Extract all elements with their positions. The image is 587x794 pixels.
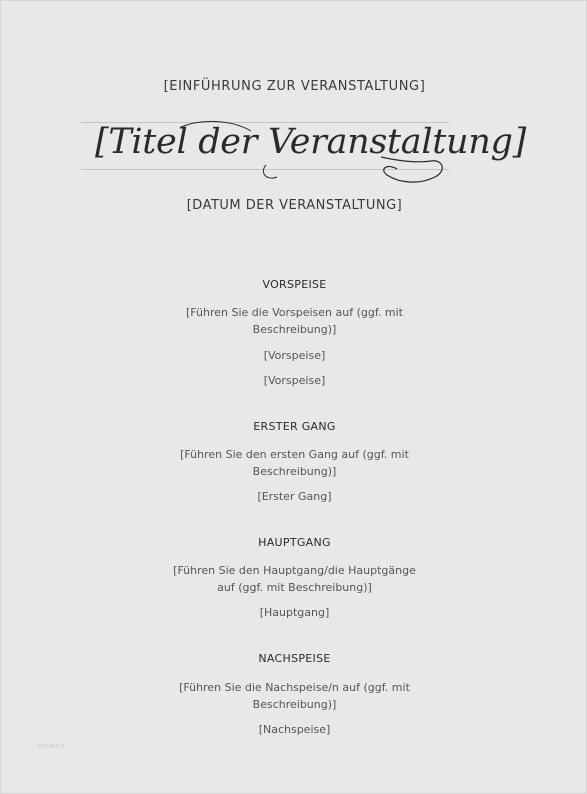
event-title-block: [81, 111, 526, 191]
course-heading-hauptgang: HAUPTGANG: [258, 536, 331, 549]
course-item-nachspeise: [Nachspeise]: [258, 723, 331, 736]
course-item-erster-gang: [Erster Gang]: [257, 490, 332, 503]
course-description-line: [Führen Sie den Hauptgang/die Hauptgänge: [173, 564, 416, 577]
event-introduction: [EINFÜHRUNG ZUR VERANSTALTUNG]: [163, 79, 426, 94]
course-heading-nachspeise: NACHSPEISE: [258, 652, 331, 665]
watermark-text: repweb: [37, 742, 65, 750]
course-description-line: Beschreibung)]: [252, 465, 337, 478]
course-description-line: [Führen Sie die Vorspeisen auf (ggf. mit: [186, 306, 403, 319]
course-description-line: auf (ggf. mit Beschreibung)]: [217, 581, 372, 594]
course-description-line: Beschreibung)]: [252, 323, 337, 336]
course-item-vorspeise: [Vorspeise]: [263, 374, 326, 387]
course-item-vorspeise: [Vorspeise]: [263, 349, 326, 362]
course-description-line: [Führen Sie die Nachspeise/n auf (ggf. mit: [179, 681, 410, 694]
course-item-hauptgang: [Hauptgang]: [259, 606, 330, 619]
course-description-line: [Führen Sie den ersten Gang auf (ggf. mit: [180, 448, 409, 461]
title-flourish-ornament: [81, 111, 451, 191]
course-description-line: Beschreibung)]: [252, 698, 337, 711]
event-date: [DATUM DER VERANSTALTUNG]: [186, 198, 403, 213]
event-title: [Titel der Veranstaltung]: [95, 122, 526, 162]
course-heading-vorspeise: VORSPEISE: [262, 278, 327, 291]
course-heading-erster-gang: ERSTER GANG: [253, 420, 336, 433]
